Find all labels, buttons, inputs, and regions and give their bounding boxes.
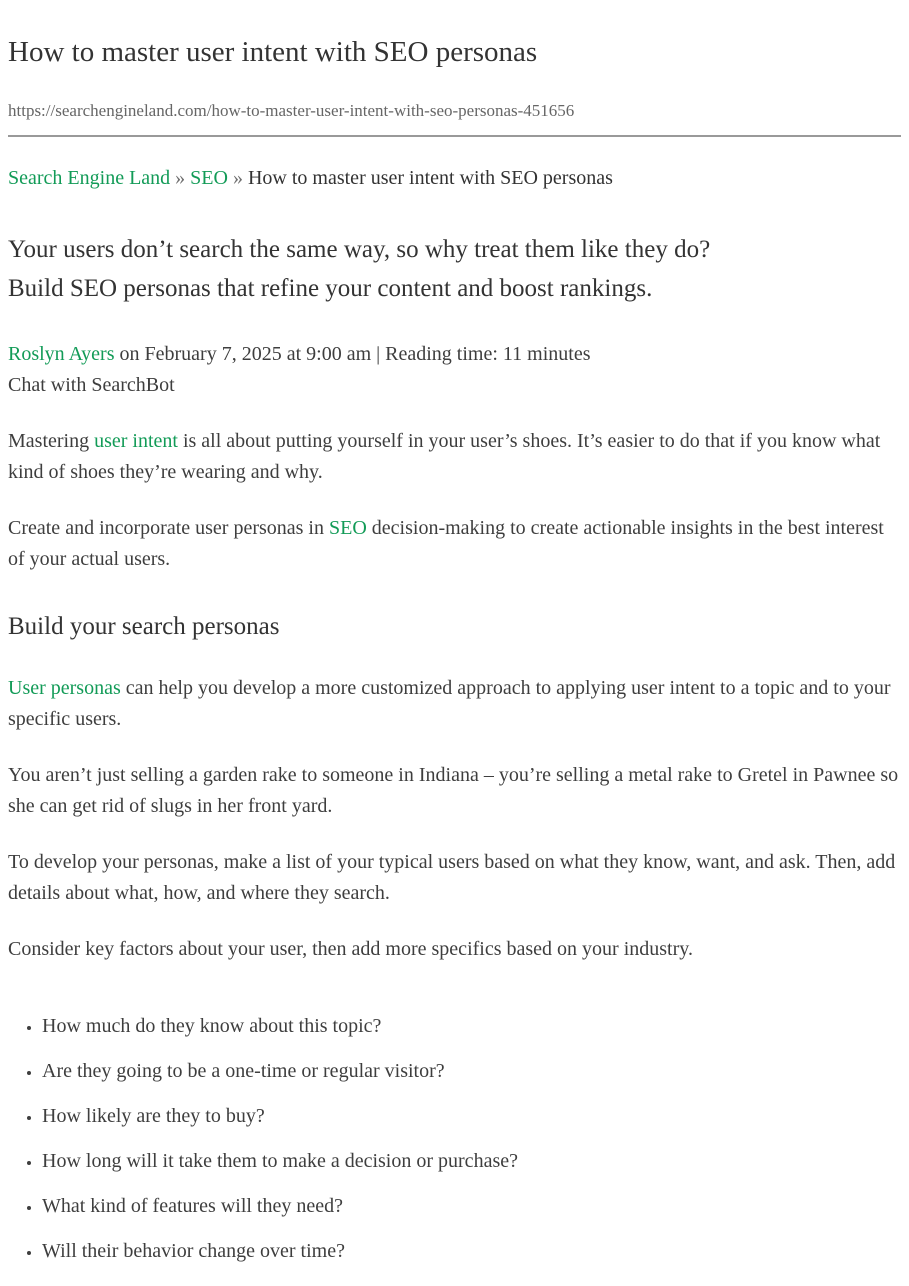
list-item: • Will their behavior change over time? <box>42 1236 901 1267</box>
section-heading-build-personas: Build your search personas <box>8 612 280 640</box>
paragraph-text: can help you develop a more customized approach to applying user intent to a topic and to your specific users. <box>8 677 891 731</box>
subtitle-line: Your users don’t search the same way, so why treat them like they do? <box>8 235 711 263</box>
divider <box>8 135 901 137</box>
breadcrumb-separator: » <box>170 166 191 189</box>
list-item: • How likely are they to buy? <box>42 1101 901 1132</box>
source-url: https://searchengineland.com/how-to-master-user-intent-with-seo-personas-451656 <box>8 101 575 121</box>
page-title: How to master user intent with SEO personas <box>8 36 538 68</box>
breadcrumb <box>8 163 901 194</box>
list-item: • How long will it take them to make a decision or purchase? <box>42 1146 901 1177</box>
chat-with-searchbot[interactable]: Chat with SearchBot <box>8 373 175 396</box>
subtitle-line: Build SEO personas that refine your content and boost rankings. <box>8 275 653 303</box>
seo-link[interactable]: SEO <box>329 516 367 539</box>
paragraph-develop-personas: To develop your personas, make a list of your typical users based on what they know, want, and ask. Then, add details about what, how, and where they search. <box>8 851 896 905</box>
paragraph-user-personas <box>8 673 901 735</box>
list-item: • What kind of features will they need? <box>42 1191 901 1222</box>
list-item: • Are they going to be a one-time or regular visitor? <box>42 1056 901 1087</box>
byline-meta: on February 7, 2025 at 9:00 am | Reading time: 11 minutes <box>114 342 591 365</box>
list-item: • How much do they know about this topic? <box>42 1011 901 1042</box>
question-list <box>8 1011 901 1267</box>
paragraph-garden-rake: You aren’t just selling a garden rake to someone in Indiana – you’re selling a metal rake to Gretel in Pawnee so she can get rid of slugs in her front yard. <box>8 764 899 818</box>
paragraph-create-incorporate <box>8 513 901 575</box>
user-personas-link[interactable]: User personas <box>8 677 121 700</box>
breadcrumb-link-seo[interactable]: SEO <box>190 166 228 189</box>
paragraph-text: Mastering <box>8 429 95 452</box>
paragraph-mastering-user-intent <box>8 426 901 488</box>
breadcrumb-separator: » <box>227 166 248 189</box>
byline <box>8 339 901 401</box>
paragraph-consider-key-factors: Consider key factors about your user, then add more specifics based on your industry. <box>8 938 693 961</box>
article-page <box>8 34 901 1267</box>
breadcrumb-current: How to master user intent with SEO personas <box>247 166 613 189</box>
paragraph-text: decision-making to create actionable insights in the best interest of your actual users. <box>8 516 884 570</box>
article-subtitle <box>8 230 901 309</box>
user-intent-link[interactable]: user intent <box>94 429 178 452</box>
paragraph-text: Create and incorporate user personas in <box>8 516 329 539</box>
breadcrumb-link-home[interactable]: Search Engine Land <box>8 166 171 189</box>
paragraph-text: is all about putting yourself in your user’s shoes. It’s easier to do that if you know what kind of shoes they’re wearing and why. <box>8 429 881 483</box>
author-link[interactable]: Roslyn Ayers <box>8 342 115 365</box>
